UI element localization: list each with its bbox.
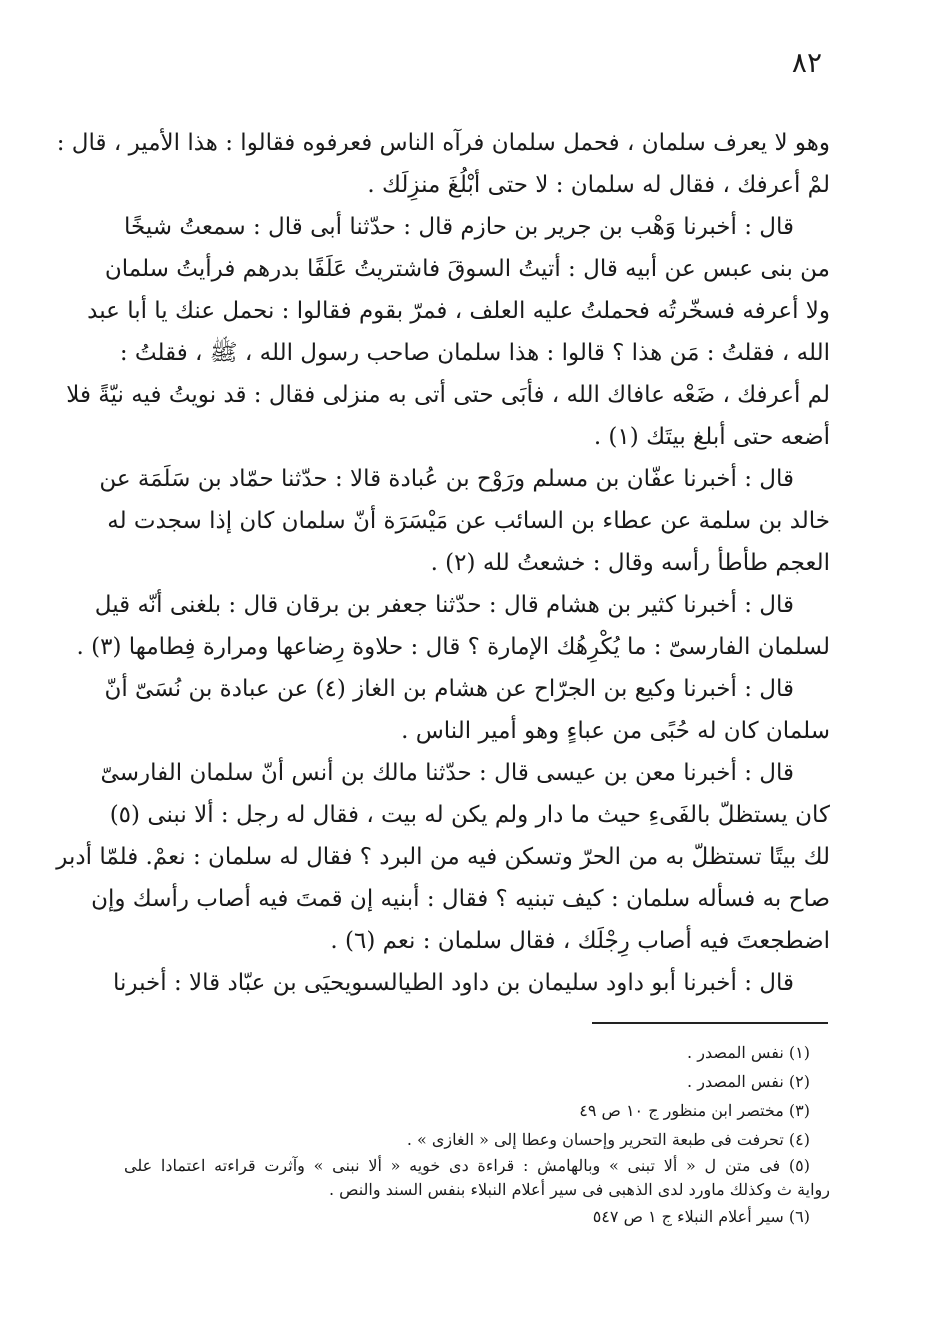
- text-line: اضطجعتَ فيه أصاب رِجْلَك ، فقال سلمان : نعم (٦) .: [330, 928, 830, 954]
- paragraph-start-line: قال : أخبرنا وكيع بن الجرّاح عن هشام بن الغاز (٤) عن عبادة بن نُسَىّ أنّ: [104, 676, 794, 702]
- paragraph-start-line: قال : أخبرنا أبو داود سليمان بن داود الطيالسىويحيَى بن عبّاد قالا : أخبرنا: [113, 970, 794, 996]
- text-line: من بنى عبس عن أبيه قال : أتيتُ السوقَ فاشتريتُ عَلَفًا بدرهم فرأيتُ سلمان: [104, 256, 830, 282]
- text-line: لسلمان الفارسىّ : ما يُكْرِهُك الإمارة ؟ قال : حلاوة رِضاعها ومرارة فِطامها (٣) .: [76, 634, 830, 660]
- footnotes: [124, 1038, 830, 1231]
- paragraph-start-line: قال : أخبرنا كثير بن هشام قال : حدّثنا جعفر بن برقان قال : بلغنى أنّه قيل: [94, 592, 794, 618]
- text-line: خالد بن سلمة عن عطاء بن السائب عن مَيْسَرَة أنّ سلمان كان إذا سجدت له: [107, 508, 830, 534]
- footnote: (٦) سير أعلام النبلاء ج ١ ص ٥٤٧: [592, 1207, 810, 1226]
- text-line: وهو لا يعرف سلمان ، فحمل سلمان فرآه الناس فعرفوه فقالوا : هذا الأمير ، قال :: [56, 130, 830, 156]
- text-line: صاح به فسأله سلمان : كيف تبنيه ؟ فقال : أبنيه إن قمتَ فيه أصاب رأسك وإن: [91, 886, 830, 912]
- text-line: كان يستظلّ بالفَىءِ حيث ما دار ولم يكن له بيت ، فقال له رجل : ألا نبنى (٥): [109, 802, 830, 828]
- footnote: (٥) فى متن ل « ألا تبنى » وبالهامش : قراءة دى خويه « ألا نبنى » وآثرت قراءته اعتمادا على: [124, 1156, 810, 1175]
- footnote: (١) نفس المصدر .: [687, 1043, 810, 1062]
- footnote-continuation: رواية ث وكذلك ماورد لدى الذهبى فى سير أعلام النبلاء بنفس السند والنص .: [328, 1180, 830, 1199]
- text-line: الله ، فقلتُ : مَن هذا ؟ قالوا : هذا سلمان صاحب رسول الله ، ﷺ ، فقلتُ :: [119, 340, 830, 366]
- text-line: لم أعرفك ، ضَعْه عافاك الله ، فأبَى حتى أتى به منزلى فقال : قد نويتُ فيه نيّةً فلا: [66, 382, 830, 408]
- text-line: لمْ أعرفك ، فقال له سلمان : لا حتى أبْلُغَ منزِلَك .: [367, 172, 830, 198]
- text-line: ولا أعرفه فسخّرتُه فحملتُ عليه العلف ، فمرّ بقوم فقالوا : نحمل عنك يا أبا عبد: [87, 298, 830, 324]
- footnote: (٤) تحرفت فى طبعة التحرير وإحسان وعطا إلى « الغازى » .: [406, 1130, 810, 1149]
- footnote: (٢) نفس المصدر .: [687, 1072, 810, 1091]
- paragraph-start-line: قال : أخبرنا عفّان بن مسلم ورَوْح بن عُبادة قالا : حدّثنا حمّاد بن سَلَمَة عن: [99, 466, 794, 492]
- text-line: سلمان كان له حُبًى من عباءٍ وهو أمير الناس .: [401, 718, 830, 744]
- paragraph-start-line: قال : أخبرنا معن بن عيسى قال : حدّثنا مالك بن أنس أنّ سلمان الفارسىّ: [100, 760, 794, 786]
- text-line: العجم طأطأ رأسه وقال : خشعتُ لله (٢) .: [430, 550, 830, 576]
- footnote-separator: [592, 1022, 828, 1024]
- text-line: لك بيتًا تستظلّ به من الحرّ وتسكن فيه من البرد ؟ فقال له سلمان : نعمْ. فلمّا أدبر: [56, 844, 830, 870]
- page-number: ٨٢: [791, 46, 822, 79]
- main-text: [56, 122, 830, 1004]
- text-line: أضعه حتى أبلغ بيتَك (١) .: [593, 424, 830, 450]
- footnote: (٣) مختصر ابن منظور ج ١٠ ص ٤٩: [579, 1101, 810, 1120]
- paragraph-start-line: قال : أخبرنا وَهْب بن جرير بن حازم قال : حدّثنا أبى قال : سمعتُ شيخًا: [124, 214, 794, 240]
